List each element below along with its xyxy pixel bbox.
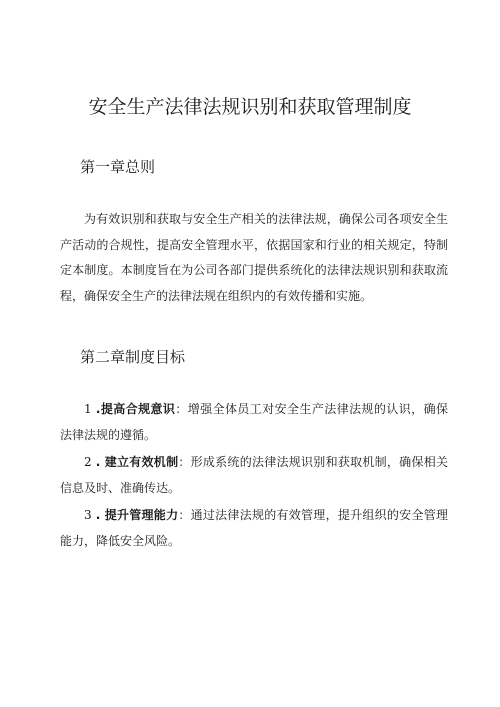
document-title: 安全生产法律法规识别和获取管理制度 <box>88 96 412 118</box>
goal-item-number: 1 <box>84 402 92 416</box>
goal-item-number: 3 <box>84 508 92 522</box>
goal-item <box>60 397 448 448</box>
goal-item-lead: . 建立有效机制 <box>95 455 179 469</box>
goal-item-lead: . 提升管理能力 <box>95 508 179 522</box>
chapter-1-paragraph: 为有效识别和获取与安全生产相关的法律法规，确保公司各项安全生产活动的合规性，提高安全管理水平，依据国家和行业的相关规定，特制定本制度。本制度旨在为公司各部门提供系统化的法律法规识别和获取流程，确保安全生产的法律法规在组织内的有效传播和实施。 <box>60 212 448 303</box>
goal-item <box>60 450 448 501</box>
chapter-2-heading: 第二章制度目标 <box>80 348 186 366</box>
goal-item-text: ：增强全体员工对安全生产法律法规的认识，确保法律法规的遵循。 <box>60 402 448 442</box>
goal-item-number: 2 <box>84 455 92 469</box>
chapter-1-heading: 第一章总则 <box>80 158 156 176</box>
goal-item-lead: .提高合规意识 <box>95 402 176 416</box>
goal-item-text: ：形成系统的法律法规识别和获取机制，确保相关信息及时、准确传达。 <box>60 455 448 495</box>
goal-item <box>60 503 448 554</box>
goal-item-text: ：通过法律法规的有效管理，提升组织的安全管理能力，降低安全风险。 <box>60 508 448 548</box>
